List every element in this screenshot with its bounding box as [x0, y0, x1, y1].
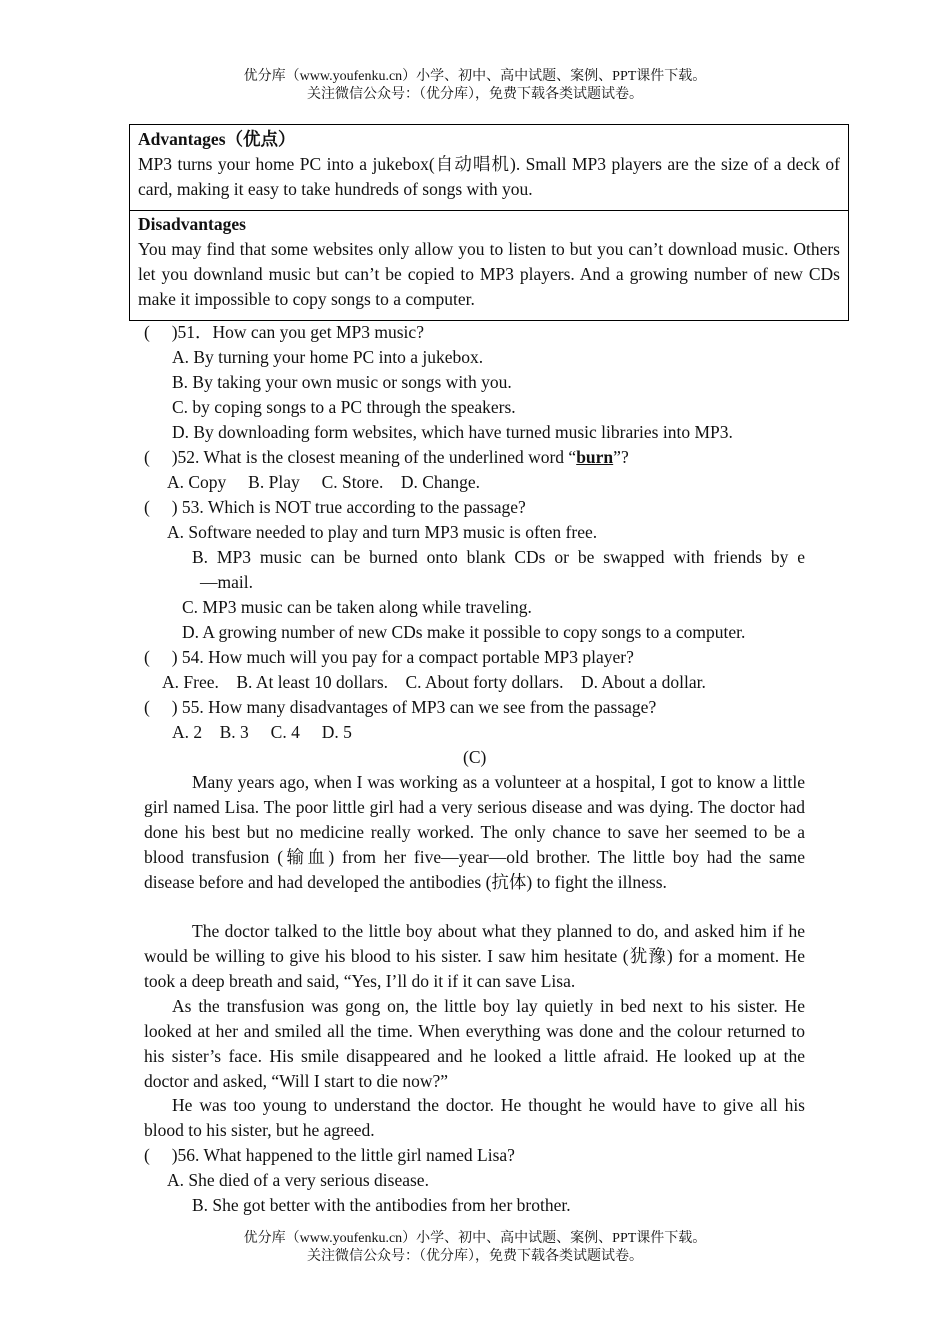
underlined-word: burn [576, 447, 614, 467]
q54-stem: ( ) 54. How much will you pay for a compact portable MP3 player? [144, 647, 634, 667]
q51-stem: ( )51．How can you get MP3 music? [144, 322, 424, 342]
q53-option-d: D. A growing number of new CDs make it possible to copy songs to a computer. [182, 622, 746, 642]
header-line-2: 关注微信公众号：（优分库），免费下载各类试题试卷。 [307, 87, 643, 102]
header-line-1: 优分库（www.youfenku.cn）小学、初中、高中试题、案例、PPT课件下载。 [243, 69, 707, 84]
mp3-table [129, 124, 849, 321]
q51-option-b: B. By taking your own music or songs with you. [172, 372, 512, 392]
q55-options: A. 2 B. 3 C. 4 D. 5 [172, 722, 352, 742]
advantages-cell [130, 125, 848, 210]
q52-stem-pre: ( )52. What is the closest meaning of the underlined word “ [144, 447, 577, 467]
footer-line-2: 关注微信公众号：（优分库），免费下载各类试题试卷。 [307, 1249, 643, 1264]
q53-option-c: C. MP3 music can be taken along while traveling. [182, 597, 532, 617]
q53-option-a: A. Software needed to play and turn MP3 music is often free. [167, 522, 598, 542]
q53-option-b-cont: —mail. [200, 572, 253, 592]
q52-stem [144, 445, 629, 470]
q53-option-b: B. MP3 music can be burned onto blank CDs or be swapped with friends by e [192, 547, 805, 567]
q51-option-c: C. by coping songs to a PC through the speakers. [172, 397, 516, 417]
advantages-text: MP3 turns your home PC into a jukebox(自动唱机). Small MP3 players are the size of a deck of card, making it easy to take hundreds of songs with you. [138, 154, 840, 199]
footer-line-1: 优分库（www.youfenku.cn）小学、初中、高中试题、案例、PPT课件下载。 [243, 1231, 707, 1246]
q52-stem-post: ”? [613, 447, 629, 467]
passage-paragraph-1: Many years ago, when I was working as a volunteer at a hospital, I got to know a little girl named Lisa. The poor little girl had a very serious disease and was dying. The doctor had done his best but no medicine really worked. The only chance to save her seemed to be a blood transfusion (输血) from her five—year—old brother. The little boy had the same disease before and had developed the antibodies (抗体) to fight the illness. [144, 772, 805, 892]
disadvantages-text: You may find that some websites only allow you to listen to but you can’t download music. Others let you downland music but can’t be copied to MP3 players. And a growing number of new CDs make it impossible to copy songs to a computer. [138, 239, 840, 309]
q56-stem: ( )56. What happened to the little girl named Lisa? [144, 1145, 515, 1165]
passage-paragraph-3: As the transfusion was gong on, the little boy lay quietly in bed next to his sister. He looked at her and smiled all the time. When everything was done and the colour returned to his sister’s face. His smile disappeared and he looked a little afraid. He looked up at the doctor and asked, “Will I start to die now?” [144, 996, 805, 1091]
page-footer [0, 1230, 950, 1266]
section-c-title: (C) [463, 747, 487, 767]
q54-options: A. Free. B. At least 10 dollars. C. About forty dollars. D. About a dollar. [162, 672, 706, 692]
q51-option-d: D. By downloading form websites, which have turned music libraries into MP3. [172, 422, 733, 442]
q53-stem: ( ) 53. Which is NOT true according to the passage? [144, 497, 526, 517]
q52-options: A. Copy B. Play C. Store. D. Change. [167, 472, 481, 492]
passage-paragraph-4: He was too young to understand the doctor. He thought he would have to give all his blood to his sister, but he agreed. [144, 1095, 805, 1140]
q51-option-a: A. By turning your home PC into a jukebox. [172, 347, 484, 367]
disadvantages-title: Disadvantages [138, 214, 246, 234]
disadvantages-cell [130, 210, 848, 320]
passage-paragraph-2: The doctor talked to the little boy about what they planned to do, and asked him if he would be willing to give his blood to his sister. I saw him hesitate (犹豫) for a moment. He took a deep breath and said, “Yes, I’ll do it if it can save Lisa. [144, 921, 805, 991]
q55-stem: ( ) 55. How many disadvantages of MP3 can we see from the passage? [144, 697, 657, 717]
q56-option-b: B. She got better with the antibodies from her brother. [192, 1195, 571, 1215]
advantages-title: Advantages（优点） [138, 129, 296, 149]
q56-option-a: A. She died of a very serious disease. [167, 1170, 429, 1190]
page-header [0, 68, 950, 104]
